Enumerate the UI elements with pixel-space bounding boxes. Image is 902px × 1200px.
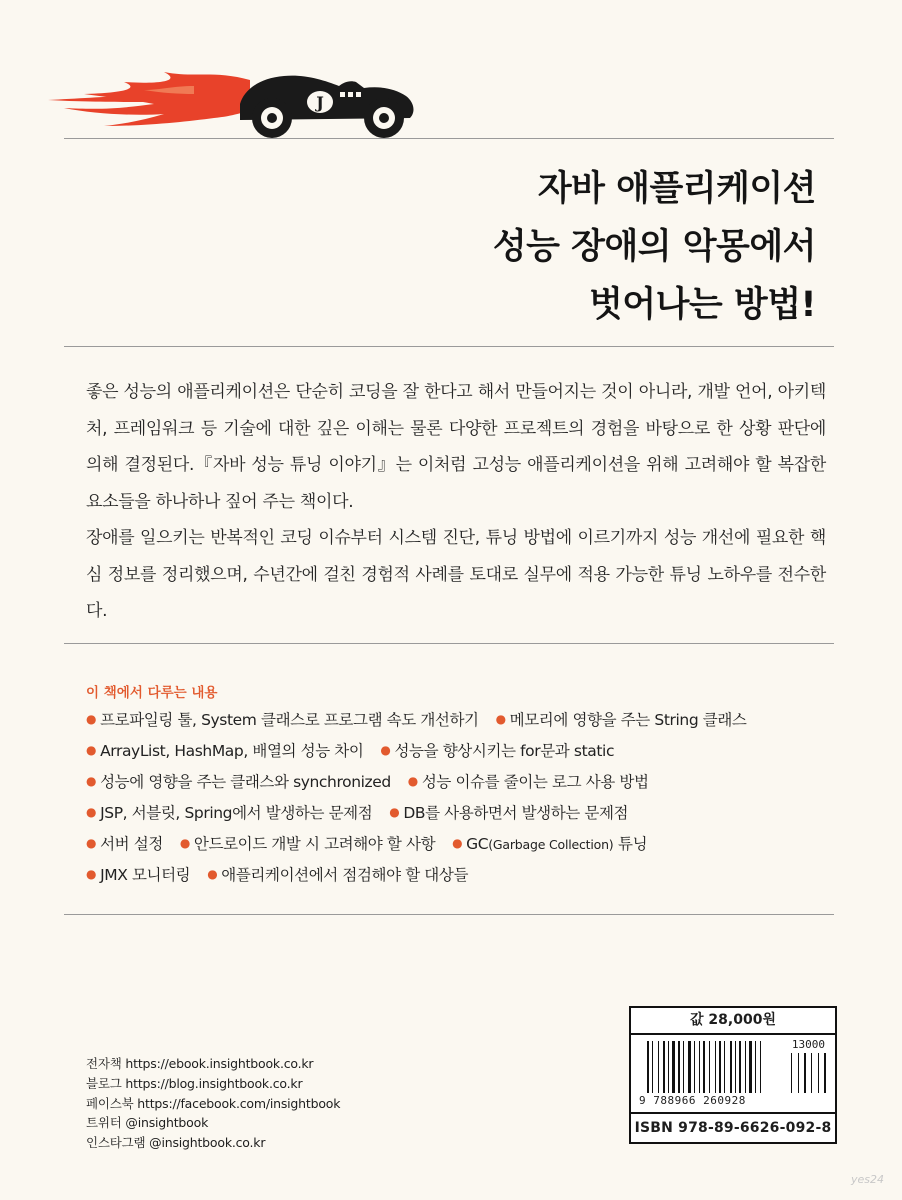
barcode-bar: [672, 1041, 675, 1093]
contents-row: [86, 828, 846, 859]
barcode-bar: [735, 1041, 736, 1093]
barcode-bar: [647, 1041, 649, 1093]
barcode-addon-bar: [818, 1053, 819, 1093]
barcode: [631, 1035, 835, 1115]
divider-bottom: [64, 914, 834, 915]
list-item: ● 안드로이드 개발 시 고려해야 할 사항: [179, 835, 436, 853]
list-item: ● ArrayList, HashMap, 배열의 성능 차이: [86, 742, 364, 760]
barcode-bar: [749, 1041, 752, 1093]
gc-detail: (Garbage Collection): [488, 837, 614, 852]
flame-icon: [48, 72, 250, 126]
headline-line-2: 성능 장애의 악몽에서: [492, 227, 816, 267]
list-item: ● GC(Garbage Collection) 튜닝: [452, 835, 648, 853]
watermark: yes24: [850, 1173, 884, 1186]
headline-line-1: 자바 애플리케이션: [537, 169, 816, 209]
headline-line-3: 벗어나는 방법!: [588, 285, 816, 325]
barcode-addon-bar: [824, 1053, 826, 1093]
divider-top: [64, 138, 834, 139]
price-label: 값 28,000원: [631, 1008, 835, 1035]
barcode-bar: [683, 1041, 684, 1093]
barcode-bar: [678, 1041, 680, 1093]
list-item: ● 메모리에 영향을 주는 String 클래스: [495, 711, 747, 729]
description-paragraph: 장애를 일으키는 반복적인 코딩 이슈부터 시스템 진단, 튜닝 방법에 이르기까지 성능 개선에 필요한 핵심 정보를 정리했으며, 수년간에 걸친 경험적 사례를 토대로 실무에 적용 가능한 튜닝 노하우를 전수한다.: [86, 528, 826, 621]
barcode-bar: [658, 1041, 659, 1093]
barcode-bar: [719, 1041, 721, 1093]
contents-row: [86, 797, 846, 828]
list-item: ● 성능을 향상시키는 for문과 static: [380, 742, 615, 760]
description: [86, 374, 826, 630]
barcode-bar: [699, 1041, 700, 1093]
barcode-bar: [663, 1041, 665, 1093]
divider-contents: [64, 643, 834, 644]
contact-instagram: 인스타그램 @insightbook.co.kr: [86, 1135, 266, 1151]
barcode-bar: [724, 1041, 725, 1093]
list-item: ● DB를 사용하면서 발생하는 문제점: [389, 804, 629, 822]
barcode-bar: [694, 1041, 695, 1093]
publisher-contacts: [86, 1054, 340, 1153]
barcode-addon-bar: [804, 1053, 806, 1093]
list-item: ● JSP, 서블릿, Spring에서 발생하는 문제점: [86, 804, 373, 822]
divider-middle: [64, 346, 834, 347]
list-item: ● 프로파일링 툴, System 클래스로 프로그램 속도 개선하기: [86, 711, 479, 729]
contents-list: [86, 704, 846, 890]
contact-blog: 블로그 https://blog.insightbook.co.kr: [86, 1075, 303, 1091]
barcode-bar: [745, 1041, 746, 1093]
barcode-bar: [755, 1041, 756, 1093]
contents-row: [86, 859, 846, 890]
race-car-icon: [240, 76, 413, 138]
barcode-bar: [652, 1041, 653, 1093]
contents-title: 이 책에서 다루는 내용: [86, 685, 218, 701]
race-car-logo: [44, 60, 424, 140]
list-item: ● 서버 설정: [86, 835, 163, 853]
contents-row: [86, 766, 846, 797]
contact-twitter: 트위터 @insightbook: [86, 1115, 209, 1131]
barcode-bar: [688, 1041, 691, 1093]
gc-suffix: 튜닝: [613, 835, 648, 853]
barcode-bar: [709, 1041, 710, 1093]
barcode-bar: [739, 1041, 741, 1093]
barcode-addon-bar: [791, 1053, 792, 1093]
barcode-addon-bar: [811, 1053, 812, 1093]
list-item: ● JMX 모니터링: [86, 866, 191, 884]
contents-row: [86, 735, 846, 766]
barcode-number: 9 788966 260928: [639, 1094, 746, 1107]
contact-facebook: 페이스북 https://facebook.com/insightbook: [86, 1095, 341, 1111]
barcode-bar: [668, 1041, 669, 1093]
barcode-bar: [703, 1041, 705, 1093]
list-item: ● 성능 이슈를 줄이는 로그 사용 방법: [407, 773, 649, 791]
barcode-bar: [715, 1041, 716, 1093]
description-paragraph: 좋은 성능의 애플리케이션은 단순히 코딩을 잘 한다고 해서 만들어지는 것이 아니라, 개발 언어, 아키텍처, 프레임워크 등 기술에 대한 깊은 이해는 물론 다양한 프로젝트의 경험을 바탕으로 한 상황 판단에 의해 결정된다.『자바 성능 튜닝 이야기』는 이처럼 고성능 애플리케이션을 위해 고려해야 할 복잡한 요소들을 하나하나 짚어 주는 책이다.: [86, 382, 826, 512]
contact-ebook: 전자책 https://ebook.insightbook.co.kr: [86, 1056, 314, 1071]
isbn-label: ISBN 978-89-6626-092-8: [631, 1112, 835, 1142]
barcode-bar: [730, 1041, 732, 1093]
barcode-addon: 13000: [791, 1038, 825, 1051]
contents-row: [86, 704, 846, 735]
logo-letter: J: [316, 93, 324, 112]
barcode-box: [629, 1006, 837, 1144]
headline: [493, 160, 816, 334]
barcode-addon-bar: [798, 1053, 799, 1093]
list-item: ● 성능에 영향을 주는 클래스와 synchronized: [86, 773, 391, 791]
barcode-bar: [760, 1041, 761, 1093]
list-item: ● 애플리케이션에서 점검해야 할 대상들: [207, 866, 469, 884]
